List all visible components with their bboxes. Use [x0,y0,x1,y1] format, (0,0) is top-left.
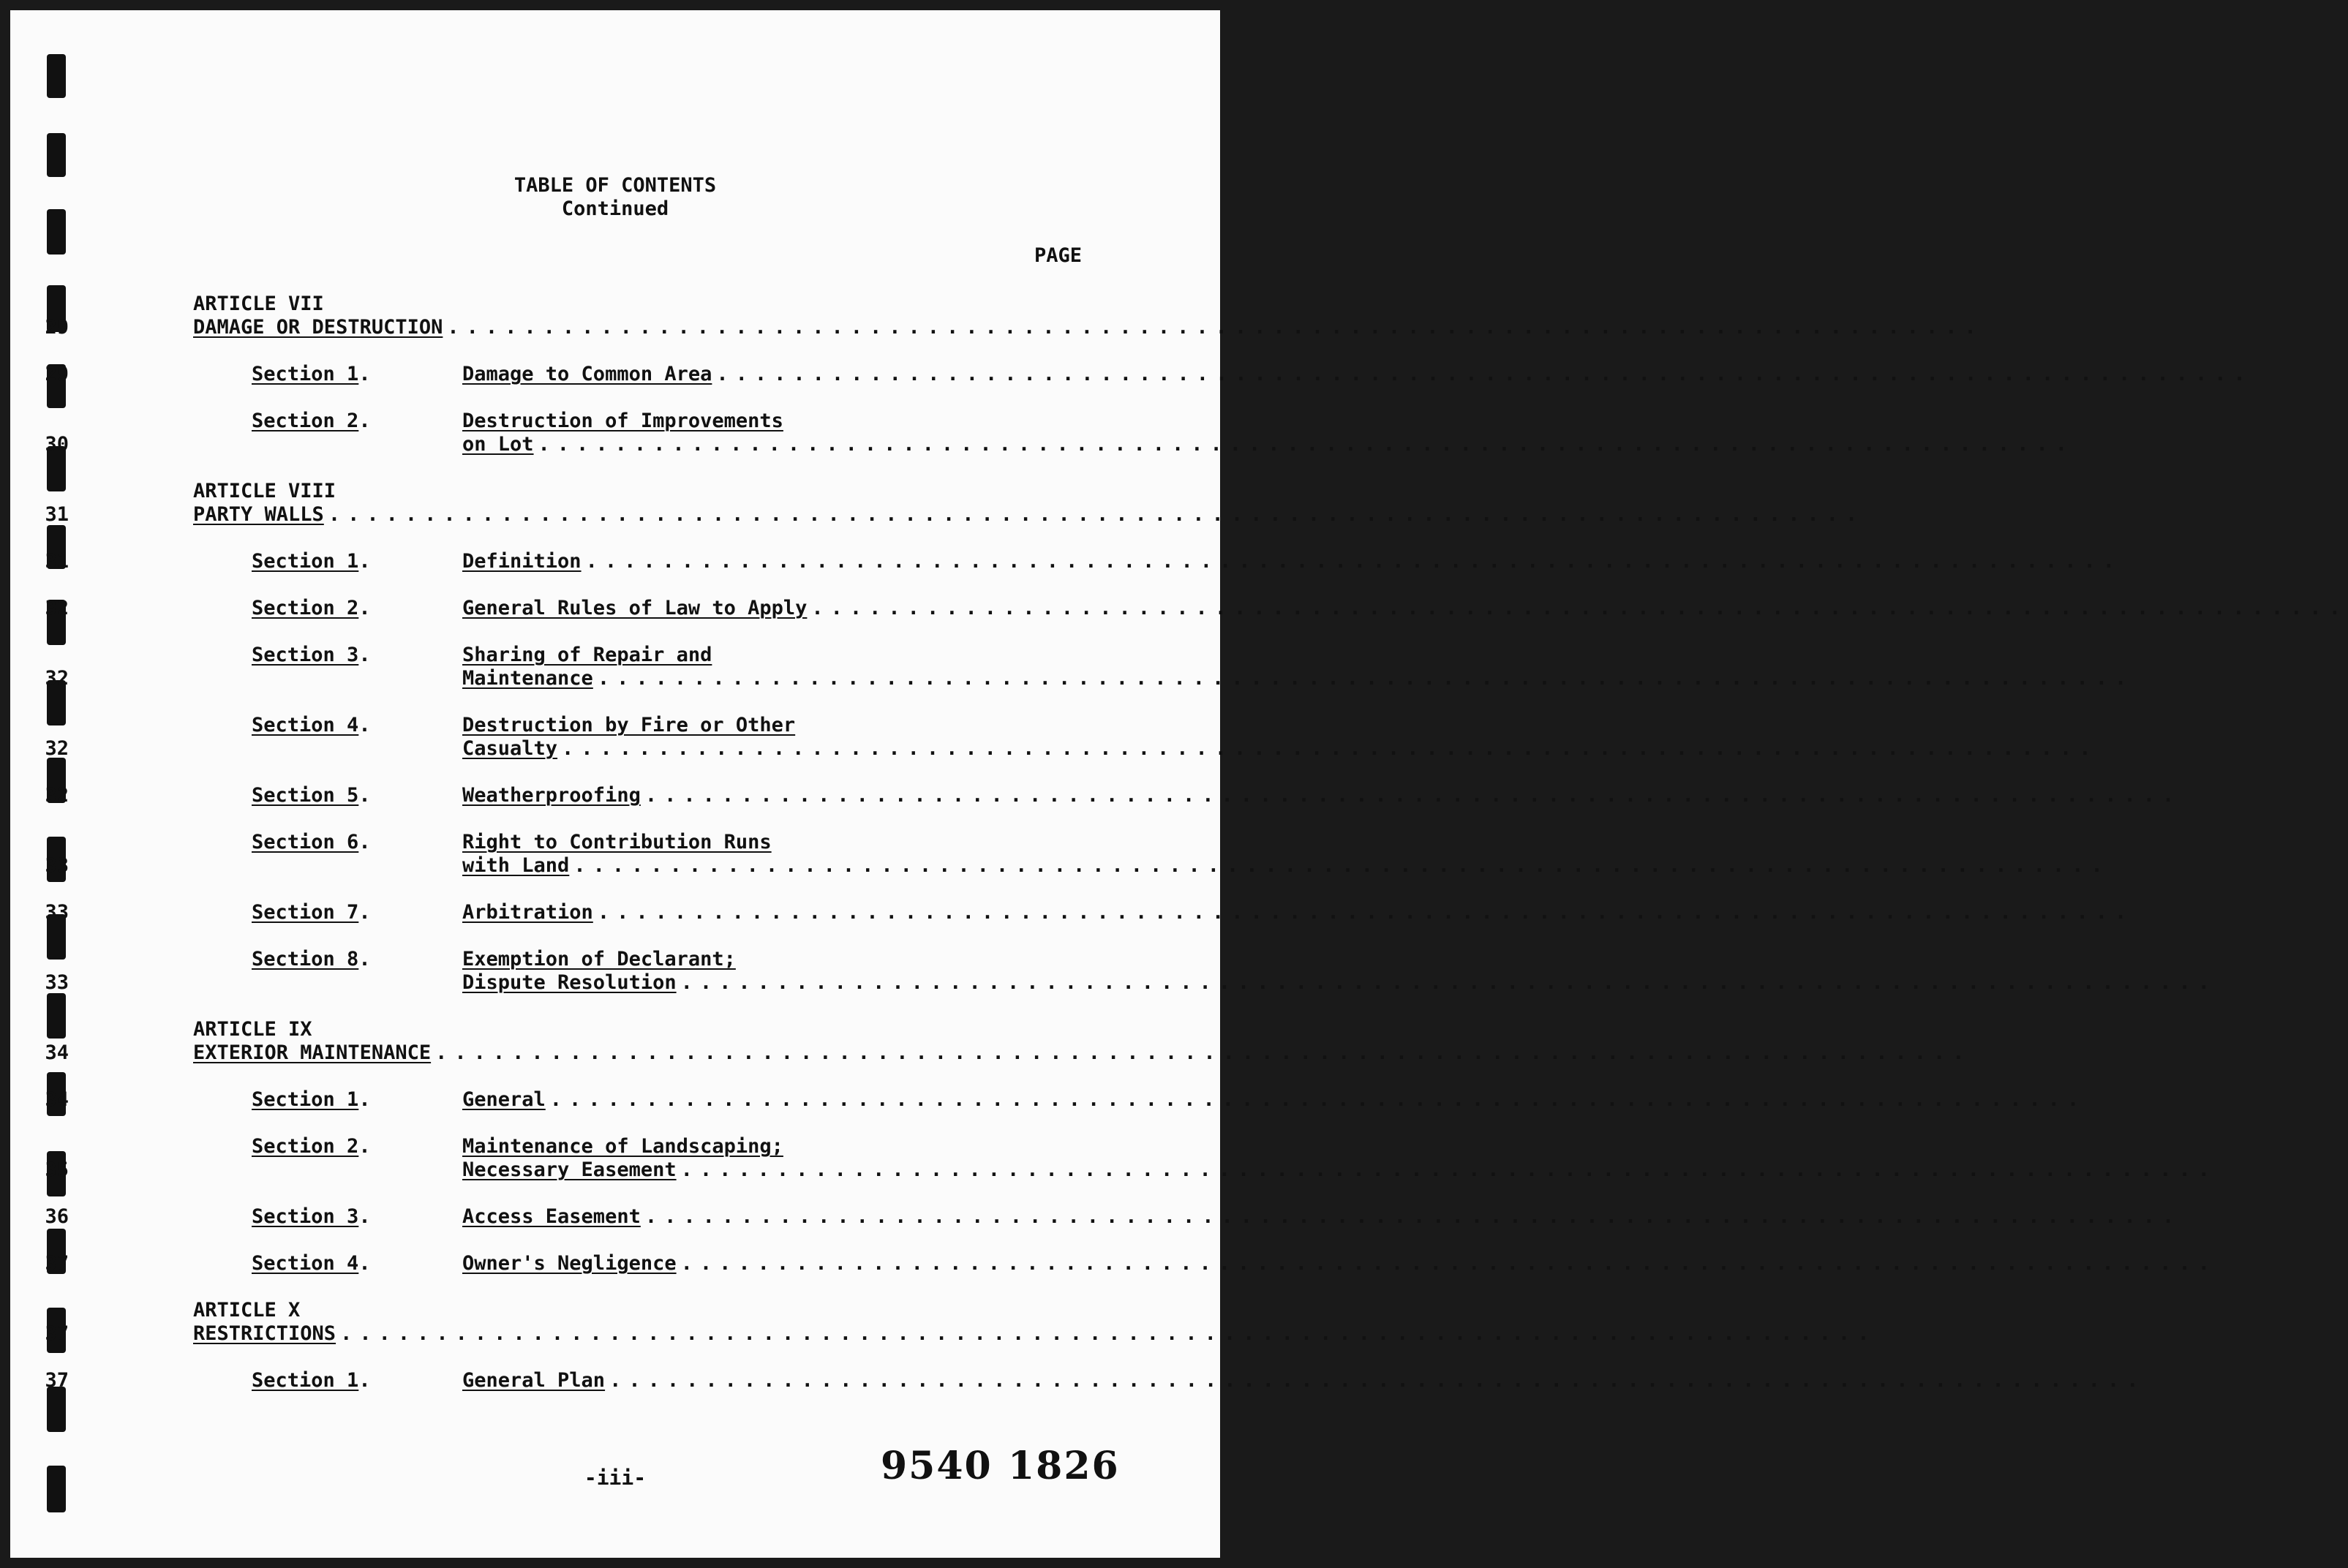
section-number-text: Section 5 [252,784,359,807]
section-title: Sharing of Repair and [462,644,712,666]
section-number: Section 2. [252,1135,371,1158]
section-number: Section 4. [252,1252,371,1275]
document-stamp-left: 9540 [881,1444,993,1488]
dot-leader: ................................................................................ [538,433,2074,456]
page-ref: 37 [45,1369,69,1392]
page-ref: 33 [45,971,69,994]
section-number-text: Section 2 [252,410,359,432]
section-number-text: Section 7 [252,901,359,924]
section-title: Right to Contribution Runs [462,831,772,853]
section-title: Maintenance of Landscaping; [462,1135,783,1158]
page-ref: 34 [45,1088,69,1111]
page-ref: 31 [45,550,69,573]
page-title: TABLE OF CONTENTS [513,174,717,197]
section-number-text: Section 1 [252,363,359,385]
article-title: DAMAGE OR DESTRUCTION [193,316,443,339]
page-ref: 32 [45,737,69,760]
punch-mark [47,54,66,98]
dot-leader: ................................................................................ [447,316,1984,339]
dot-leader: ................................................................................ [644,784,2182,807]
section-number: Section 6. [252,831,371,853]
section-number-text: Section 4 [252,1252,359,1275]
dot-leader: ................................................................................ [549,1088,2087,1111]
section-number: Section 1. [252,550,371,573]
section-title: Definition [462,550,582,573]
section-title: General [462,1088,546,1111]
section-title: Damage to Common Area [462,363,712,385]
section-title: Casualty [462,737,558,760]
dot-leader: ................................................................................ [811,597,2348,619]
dot-leader: ................................................................................ [435,1041,1972,1064]
section-title: Destruction by Fire or Other [462,714,796,736]
section-number-text: Section 1 [252,550,359,573]
article-number: ARTICLE X [193,1299,301,1322]
section-title: General Plan [462,1369,606,1392]
section-number-text: Section 1 [252,1369,359,1392]
section-number: Section 1. [252,363,371,385]
dot-leader: ................................................................................ [680,1158,2218,1181]
document-page [10,10,2348,1558]
section-title: Owner's Negligence [462,1252,677,1275]
section-number: Section 3. [252,644,371,666]
section-title: Exemption of Declarant; [462,948,736,970]
dot-leader: ................................................................................ [340,1322,1877,1345]
section-number: Section 1. [252,1088,371,1111]
article-title: PARTY WALLS [193,503,324,526]
section-title: with Land [462,854,570,877]
page-ref: 35 [45,1158,69,1181]
section-number-text: Section 3 [252,644,359,666]
page-ref: 37 [45,1252,69,1275]
page-ref: 36 [45,1205,69,1228]
article-title: EXTERIOR MAINTENANCE [193,1041,432,1064]
section-title: on Lot [462,433,534,456]
section-title: Dispute Resolution [462,971,677,994]
section-number: Section 8. [252,948,371,970]
dot-leader: ................................................................................ [597,667,2134,690]
section-number-text: Section 6 [252,831,359,853]
section-number: Section 2. [252,410,371,432]
dot-leader: ................................................................................ [328,503,1865,526]
section-number: Section 5. [252,784,371,807]
page-ref: 32 [45,784,69,807]
dot-leader: ................................................................................ [644,1205,2182,1228]
section-title: Weatherproofing [462,784,641,807]
section-number-text: Section 1 [252,1088,359,1111]
page-ref: 29 [45,316,69,339]
page-column-label: PAGE [1034,244,1083,267]
document-stamp-right: 1826 [1008,1444,1120,1488]
page-ref: 32 [45,667,69,690]
section-number: Section 1. [252,1369,371,1392]
section-number-text: Section 4 [252,714,359,736]
dot-leader: ................................................................................ [597,901,2134,924]
section-number-text: Section 3 [252,1205,359,1228]
punch-mark [47,993,66,1039]
section-title: General Rules of Law to Apply [462,597,808,619]
dot-leader: ................................................................................ [716,363,2253,385]
page-ref: 29 [45,363,69,385]
page-ref: 34 [45,1041,69,1064]
section-title: Necessary Easement [462,1158,677,1181]
section-number-text: Section 2 [252,1135,359,1158]
punch-mark [47,1387,66,1432]
article-title: RESTRICTIONS [193,1322,336,1345]
article-number: ARTICLE IX [193,1018,312,1041]
page-ref: 33 [45,901,69,924]
section-number: Section 3. [252,1205,371,1228]
section-number: Section 2. [252,597,371,619]
page-number: -iii- [584,1466,647,1490]
page-ref: 31 [45,503,69,526]
dot-leader: ................................................................................ [573,854,2110,877]
section-title: Maintenance [462,667,593,690]
dot-leader: ................................................................................ [609,1369,2146,1392]
section-title: Destruction of Improvements [462,410,783,432]
article-number: ARTICLE VII [193,293,324,315]
page-ref: 37 [45,1322,69,1345]
page-subtitle: Continued [561,197,669,220]
page-ref: 30 [45,433,69,456]
dot-leader: ................................................................................ [680,971,2218,994]
dot-leader: ................................................................................ [585,550,2122,573]
dot-leader: ................................................................................ [680,1252,2218,1275]
section-number-text: Section 2 [252,597,359,619]
section-number-text: Section 8 [252,948,359,970]
section-number: Section 7. [252,901,371,924]
page-ref: 32 [45,597,69,619]
article-number: ARTICLE VIII [193,480,336,502]
section-title: Access Easement [462,1205,641,1228]
page-ref: 33 [45,854,69,877]
dot-leader: ................................................................................ [562,737,2099,760]
section-number: Section 4. [252,714,371,736]
punch-mark [47,133,66,177]
section-title: Arbitration [462,901,593,924]
